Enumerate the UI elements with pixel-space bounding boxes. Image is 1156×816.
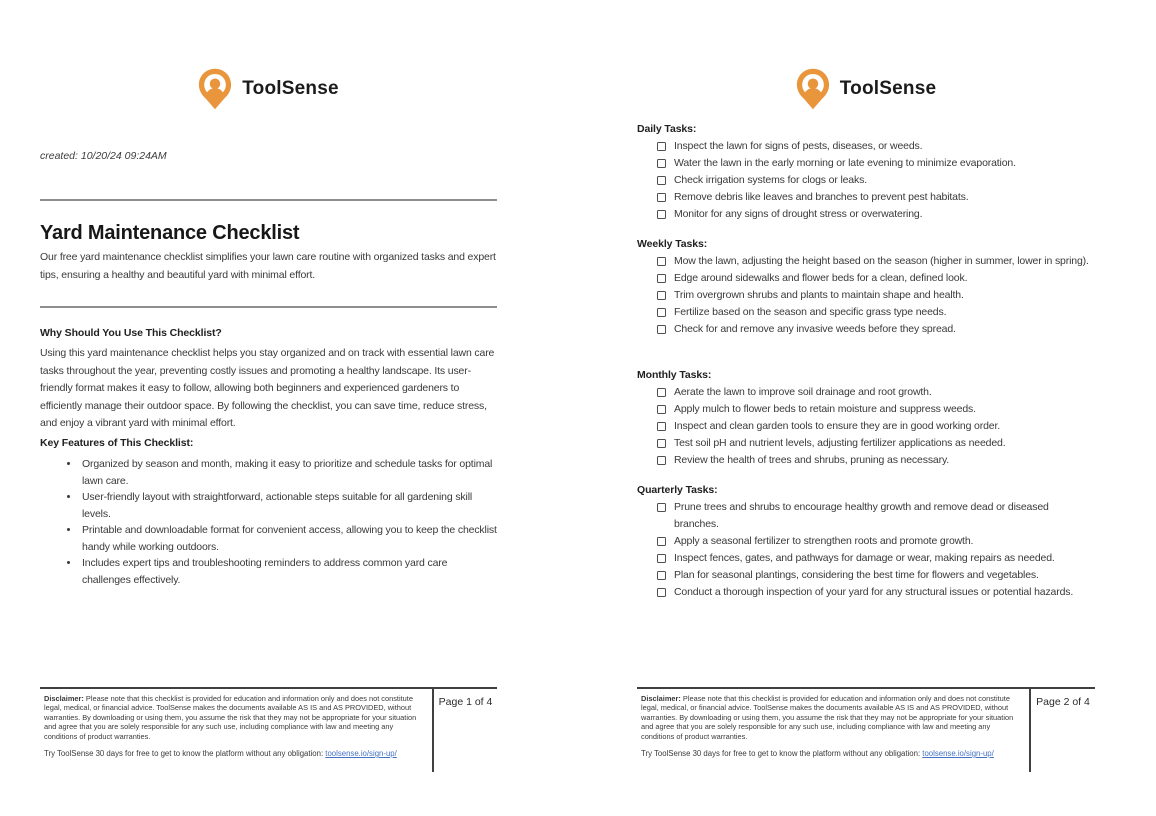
task-row xyxy=(637,189,1095,206)
checkbox[interactable] xyxy=(657,257,666,266)
task-row xyxy=(637,384,1095,401)
why-heading: Why Should You Use This Checklist? xyxy=(40,327,222,339)
checkbox[interactable] xyxy=(657,503,666,512)
task-row xyxy=(637,270,1095,287)
task-label: Inspect and clean garden tools to ensure they are in good working order. xyxy=(674,420,1001,432)
features-heading: Key Features of This Checklist: xyxy=(40,437,194,449)
section-monthly-tasks xyxy=(637,369,1095,469)
task-row xyxy=(637,155,1095,172)
checkbox[interactable] xyxy=(657,176,666,185)
task-label: Check irrigation systems for clogs or leaks. xyxy=(674,174,867,186)
task-row xyxy=(637,435,1095,452)
task-list xyxy=(637,499,1095,601)
page-title: Yard Maintenance Checklist xyxy=(40,222,300,244)
why-paragraph: Using this yard maintenance checklist helps you stay organized and on track with essential lawn care tasks throughout the year, preventing costly issues and promoting a healthy landscape. Its user-friendly format makes it easy to follow, allowing both beginners and experienced gardeners to efficiently manage their outdoor space. By following the checklist, you can save time, reduce stress, and enjoy a vibrant yard with minimal effort. xyxy=(40,347,495,429)
footer-disclaimer-box xyxy=(637,689,1031,772)
task-label: Prune trees and shrubs to encourage healthy growth and remove dead or diseased branches. xyxy=(674,501,1049,530)
task-row xyxy=(637,253,1095,270)
section-heading: Monthly Tasks: xyxy=(637,369,712,381)
task-row xyxy=(637,172,1095,189)
section-weekly-tasks xyxy=(637,238,1095,338)
checkbox[interactable] xyxy=(657,193,666,202)
checkbox[interactable] xyxy=(657,159,666,168)
section-heading: Daily Tasks: xyxy=(637,123,697,135)
task-label: Remove debris like leaves and branches to prevent pest habitats. xyxy=(674,191,969,203)
toolsense-logo-text: ToolSense xyxy=(242,78,339,99)
checkbox[interactable] xyxy=(657,456,666,465)
task-row xyxy=(637,533,1095,550)
checkbox[interactable] xyxy=(657,422,666,431)
task-row xyxy=(637,287,1095,304)
checkbox[interactable] xyxy=(657,439,666,448)
task-row xyxy=(637,567,1095,584)
task-label: Check for and remove any invasive weeds before they spread. xyxy=(674,323,956,335)
page-number: Page 1 of 4 xyxy=(438,696,493,708)
disclaimer-label: Disclaimer: xyxy=(641,694,681,703)
trial-text: Try ToolSense 30 days for free to get to know the platform without any obligation: toolsense.io/sign-up/ xyxy=(44,749,397,759)
toolsense-pin-icon xyxy=(796,68,830,110)
page-number: Page 2 of 4 xyxy=(1036,696,1090,708)
list-item: • Printable and downloadable format for convenient access, allowing you to keep the checklist handy while working outdoors. xyxy=(80,522,497,555)
toolsense-pin-icon xyxy=(198,68,232,110)
task-label: Mow the lawn, adjusting the height based on the season (higher in summer, lower in spring). xyxy=(674,255,1089,267)
checkbox[interactable] xyxy=(657,274,666,283)
checkbox[interactable] xyxy=(657,405,666,414)
intro-paragraph: Our free yard maintenance checklist simplifies your lawn care routine with organized tasks and expert tips, ensuring a healthy and beautiful yard with minimal effort. xyxy=(40,251,496,281)
task-label: Fertilize based on the season and specific grass type needs. xyxy=(674,306,947,318)
task-label: Aerate the lawn to improve soil drainage and root growth. xyxy=(674,386,932,398)
checkbox[interactable] xyxy=(657,308,666,317)
task-list xyxy=(637,138,1095,223)
checkbox[interactable] xyxy=(657,571,666,580)
task-row xyxy=(637,499,1095,533)
toolsense-logo xyxy=(40,68,497,110)
list-item: • User-friendly layout with straightforward, actionable steps suitable for all gardening skill levels. xyxy=(80,489,497,522)
task-label: Inspect the lawn for signs of pests, diseases, or weeds. xyxy=(674,140,923,152)
document-page-2 xyxy=(637,0,1095,816)
created-timestamp: created: 10/20/24 09:24AM xyxy=(40,150,167,162)
checkbox[interactable] xyxy=(657,210,666,219)
task-row xyxy=(637,138,1095,155)
list-item: • Includes expert tips and troubleshooting reminders to address common yard care challenges effectively. xyxy=(80,555,497,588)
disclaimer-text: Disclaimer: Please note that this checklist is provided for education and information only and does not constitute legal, medical, or financial advice. ToolSense makes the documents available AS IS and AS PROVIDED, without warranties. By downloading or using them, you assume the risk that they may not be appropriate for your situation and agree that you are solely responsible for any such use, including compliance with law and meeting any conditions of product warranties. xyxy=(44,694,417,741)
task-label: Conduct a thorough inspection of your yard for any structural issues or potential hazards. xyxy=(674,586,1074,598)
toolsense-logo-text: ToolSense xyxy=(839,78,937,99)
checkbox[interactable] xyxy=(657,142,666,151)
disclaimer-text: Disclaimer: Please note that this checklist is provided for education and information only and does not constitute legal, medical, or financial advice. ToolSense makes the documents available AS IS and AS PROVIDED, without warranties. By downloading or using them, you assume the risk that they may not be appropriate for your situation and agree that you are solely responsible for any such use, including compliance with law and meeting any conditions of product warranties. xyxy=(641,694,1014,741)
section-quarterly-tasks xyxy=(637,484,1095,601)
divider xyxy=(40,306,497,308)
task-label: Apply a seasonal fertilizer to strengthen roots and promote growth. xyxy=(674,535,974,547)
list-item: • Organized by season and month, making it easy to prioritize and schedule tasks for optimal lawn care. xyxy=(80,456,497,489)
checkbox[interactable] xyxy=(657,388,666,397)
checkbox[interactable] xyxy=(657,537,666,546)
task-row xyxy=(637,452,1095,469)
page-footer xyxy=(40,687,497,772)
task-label: Edge around sidewalks and flower beds for a clean, defined look. xyxy=(674,272,968,284)
section-daily-tasks xyxy=(637,123,1095,223)
task-label: Inspect fences, gates, and pathways for damage or wear, making repairs as needed. xyxy=(674,552,1055,564)
task-row xyxy=(637,321,1095,338)
checkbox[interactable] xyxy=(657,554,666,563)
task-list xyxy=(637,384,1095,469)
disclaimer-label: Disclaimer: xyxy=(44,694,84,703)
signup-link[interactable]: toolsense.io/sign-up/ xyxy=(325,749,397,759)
task-label: Test soil pH and nutrient levels, adjusting fertilizer applications as needed. xyxy=(674,437,1006,449)
task-label: Water the lawn in the early morning or late evening to minimize evaporation. xyxy=(674,157,1016,169)
toolsense-logo xyxy=(637,68,1095,110)
task-list xyxy=(637,253,1095,338)
task-row xyxy=(637,304,1095,321)
checkbox[interactable] xyxy=(657,588,666,597)
section-heading: Quarterly Tasks: xyxy=(637,484,718,496)
task-row xyxy=(637,584,1095,601)
document-page-1 xyxy=(40,0,497,816)
divider xyxy=(40,199,497,201)
section-heading: Weekly Tasks: xyxy=(637,238,708,250)
task-label: Monitor for any signs of drought stress or overwatering. xyxy=(674,208,923,220)
task-label: Review the health of trees and shrubs, pruning as necessary. xyxy=(674,454,950,466)
checkbox[interactable] xyxy=(657,325,666,334)
features-list xyxy=(40,456,497,588)
task-label: Apply mulch to flower beds to retain moisture and suppress weeds. xyxy=(674,403,976,415)
task-row xyxy=(637,418,1095,435)
checkbox[interactable] xyxy=(657,291,666,300)
page-footer xyxy=(637,687,1095,772)
signup-link[interactable]: toolsense.io/sign-up/ xyxy=(922,749,994,759)
task-row xyxy=(637,550,1095,567)
task-row xyxy=(637,206,1095,223)
trial-text: Try ToolSense 30 days for free to get to know the platform without any obligation: toolsense.io/sign-up/ xyxy=(641,749,994,759)
task-label: Trim overgrown shrubs and plants to maintain shape and health. xyxy=(674,289,964,301)
task-row xyxy=(637,401,1095,418)
footer-disclaimer-box xyxy=(40,689,434,772)
task-label: Plan for seasonal plantings, considering the best time for flowers and vegetables. xyxy=(674,569,1039,581)
